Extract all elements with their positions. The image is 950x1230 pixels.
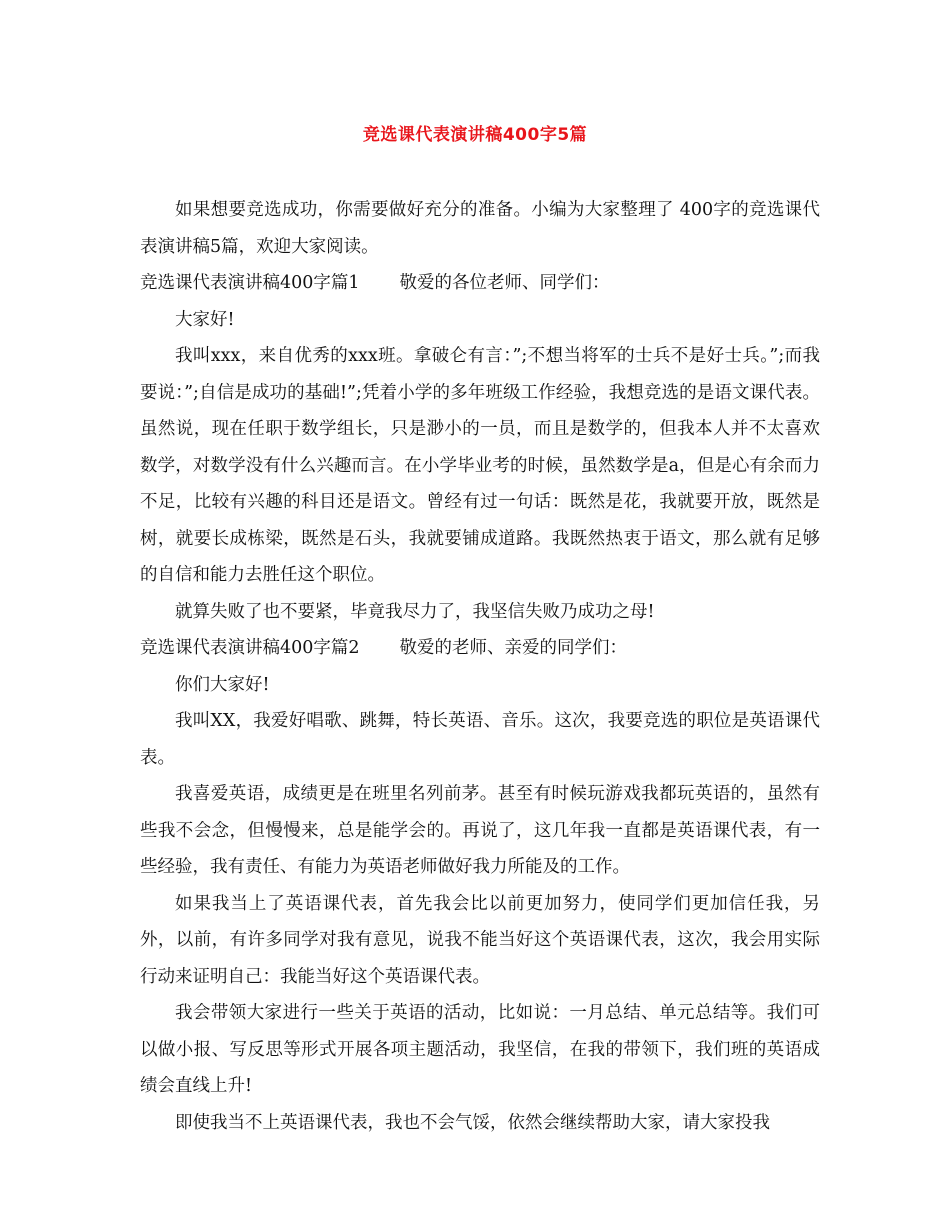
section-2-paragraph: 我会带领大家进行一些关于英语的活动，比如说：一月总结、单元总结等。我们可以做小报、写反思等形式开展各项主题活动，我坚信，在我的带领下，我们班的英语成绩会直线上升! [140,1003,820,1096]
section-2-paragraph: 我叫XX，我爱好唱歌、跳舞，特长英语、音乐。这次，我要竞选的职位是英语课代表。 [140,711,820,768]
section-2-salutation: 敬爱的老师、亲爱的同学们： [399,638,628,658]
section-2-heading-line [140,630,820,667]
section-2-paragraph: 我喜爱英语，成绩更是在班里名列前茅。甚至有时候玩游戏我都玩英语的，虽然有些我不会念，但慢慢来，总是能学会的。再说了，这几年我一直都是英语课代表，有一些经验，我有责任、有能力为英语老师做好我力所能及的工作。 [140,784,820,877]
section-1-heading-line [140,265,820,302]
document-body [140,192,820,1141]
section-1-heading: 竞选课代表演讲稿400字篇1 [140,273,360,293]
intro-paragraph: 如果想要竞选成功，你需要做好充分的准备。小编为大家整理了 400字的竞选课代表演讲稿5篇，欢迎大家阅读。 [140,200,820,257]
section-1-paragraph: 大家好! [175,309,235,330]
section-2-paragraph: 你们大家好! [175,674,270,695]
document-title: 竞选课代表演讲稿400字5篇 [362,125,588,145]
section-1-salutation: 敬爱的各位老师、同学们： [399,273,610,293]
section-1-paragraph: 我叫xxx，来自优秀的xxx班。拿破仑有言：”;不想当将军的士兵不是好士兵。”;而我要说：”;自信是成功的基础!”;凭着小学的多年班级工作经验，我想竞选的是语文课代表。虽然说，现在任职于数学组长，只是渺小的一员，而且是数学的，但我本人并不太喜欢数学，对数学没有什么兴趣而言。在小学毕业考的时候，虽然数学是a，但是心有余而力不足，比较有兴趣的科目还是语文。曾经有过一句话：既然是花，我就要开放，既然是树，就要长成栋梁，既然是石头，我就要铺成道路。我既然热衷于语文，那么就有足够的自信和能力去胜任这个职位。 [140,346,820,585]
section-2-paragraph: 如果我当上了英语课代表，首先我会比以前更加努力，使同学们更加信任我，另外，以前，有许多同学对我有意见，说我不能当好这个英语课代表，这次，我会用实际行动来证明自己：我能当好这个英语课代表。 [140,893,820,987]
section-1-paragraph: 就算失败了也不要紧，毕竟我尽力了，我坚信失败乃成功之母! [175,601,655,622]
section-2-heading: 竞选课代表演讲稿400字篇2 [140,638,360,658]
section-2-paragraph: 即使我当不上英语课代表，我也不会气馁，依然会继续帮助大家，请大家投我 [175,1112,770,1133]
